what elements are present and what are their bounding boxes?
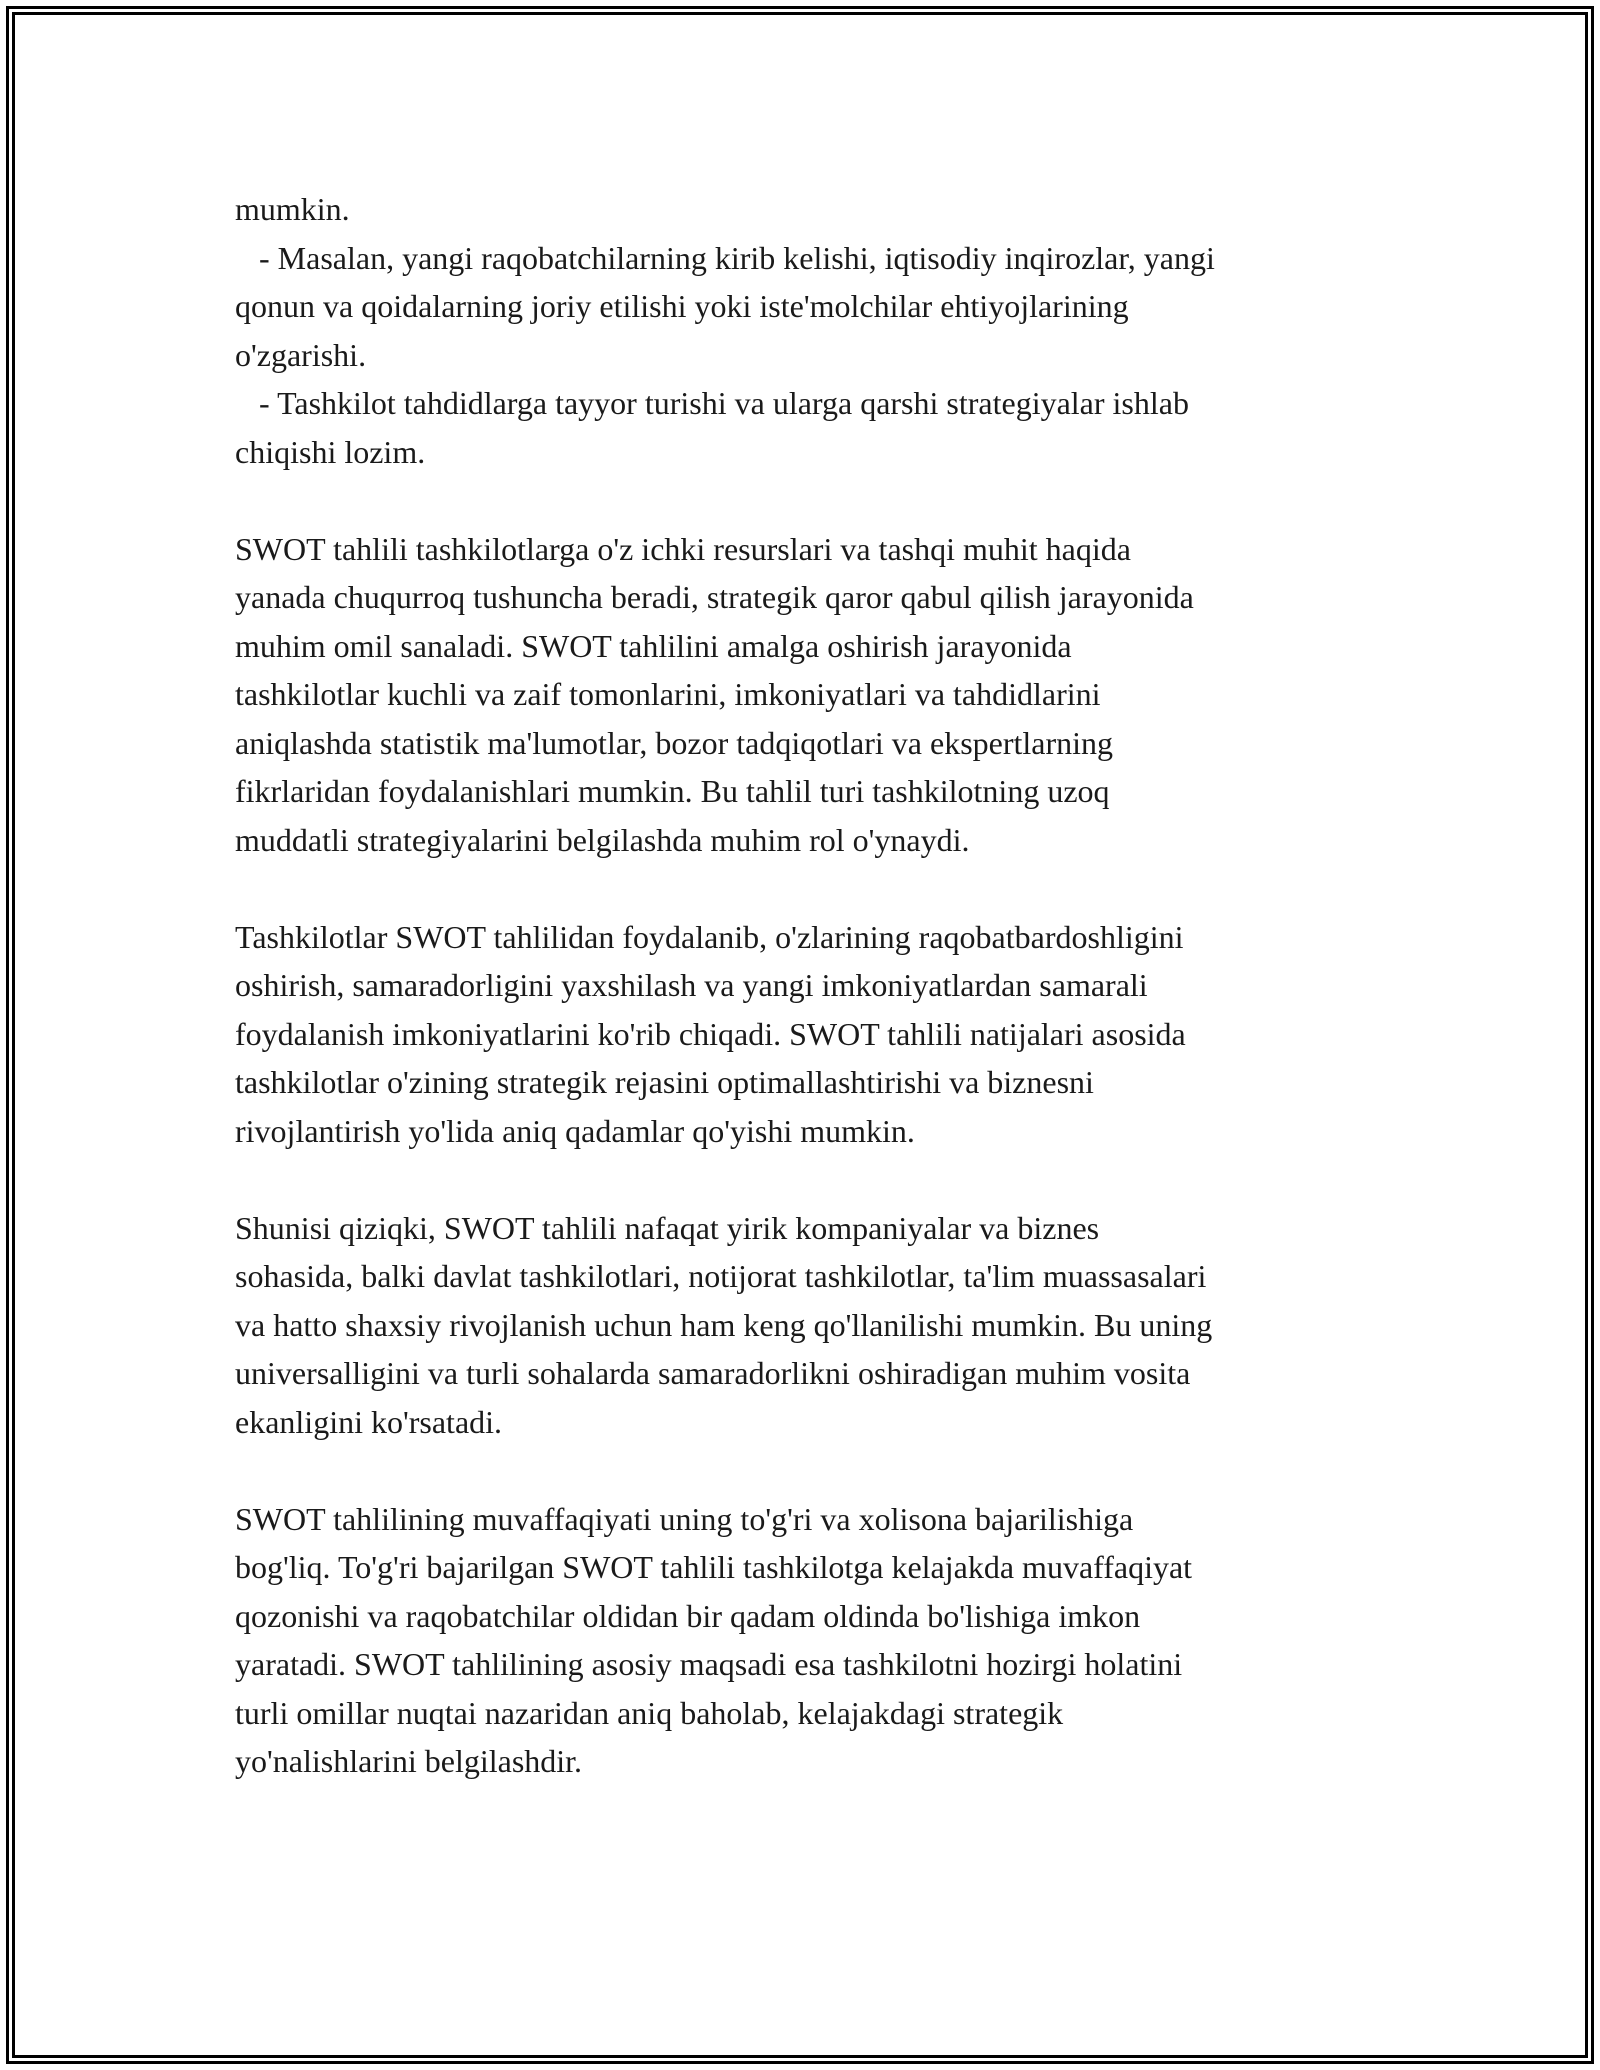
text-line: muddatli strategiyalarini belgilashda muhim rol o'ynaydi. xyxy=(235,821,970,858)
text-line: SWOT tahlilining muvaffaqiyati uning to'g'ri va xolisona bajarilishiga xyxy=(235,1500,1134,1537)
text-line: va hatto shaxsiy rivojlanish uchun ham keng qo'llanilishi mumkin. Bu uning xyxy=(235,1306,1213,1343)
text-line: turli omillar nuqtai nazaridan aniq baholab, kelajakdagi strategik xyxy=(235,1694,1064,1731)
text-line: qonun va qoidalarning joriy etilishi yoki iste'molchilar ehtiyojlarining xyxy=(235,288,1129,324)
paragraph-spacer xyxy=(235,1446,1375,1495)
text-line: rivojlantirish yo'lida aniq qadamlar qo'yishi mumkin. xyxy=(235,1112,915,1149)
text-line: universalligini va turli sohalarda samaradorlikni oshiradigan muhim vosita xyxy=(235,1355,1191,1391)
text-line: yaratadi. SWOT tahlilining asosiy maqsadi esa tashkilotni hozirgi holatini xyxy=(235,1646,1183,1682)
text-line: Tashkilotlar SWOT tahlilidan foydalanib, o'zlarining raqobatbardoshligini xyxy=(235,918,1184,955)
text-line: bog'liq. To'g'ri bajarilgan SWOT tahlili tashkilotga kelajakda muvaffaqiyat xyxy=(235,1549,1193,1585)
text-line: - Tashkilot tahdidlarga tayyor turishi va ularga qarshi strategiyalar ishlab xyxy=(235,385,1189,421)
paragraph-threats-continuation xyxy=(235,185,1375,476)
text-line: qozonishi va raqobatchilar oldidan bir qadam oldinda bo'lishiga imkon xyxy=(235,1597,1141,1634)
text-line: ekanligini ko'rsatadi. xyxy=(235,1403,503,1440)
text-line: SWOT tahlili tashkilotlarga o'z ichki resurslari va tashqi muhit haqida xyxy=(235,530,1131,567)
paragraph-swot-overview xyxy=(235,525,1375,865)
text-line: mumkin. xyxy=(235,191,350,227)
text-line: chiqishi lozim. xyxy=(235,433,426,470)
text-line: yanada chuqurroq tushuncha beradi, strategik qaror qabul qilish jarayonida xyxy=(235,579,1194,615)
paragraph-spacer xyxy=(235,476,1375,525)
paragraph-spacer xyxy=(235,864,1375,913)
text-line: muhim omil sanaladi. SWOT tahlilini amalga oshirish jarayonida xyxy=(235,627,1072,664)
text-line: tashkilotlar o'zining strategik rejasini optimallashtirishi va biznesni xyxy=(235,1064,1094,1100)
text-line: sohasida, balki davlat tashkilotlari, notijorat tashkilotlar, ta'lim muassasalari xyxy=(235,1258,1207,1294)
text-line: o'zgarishi. xyxy=(235,336,367,373)
text-line: Shunisi qiziqki, SWOT tahlili nafaqat yirik kompaniyalar va biznes xyxy=(235,1209,1100,1246)
text-line: yo'nalishlarini belgilashdir. xyxy=(235,1743,583,1779)
text-line: tashkilotlar kuchli va zaif tomonlarini, imkoniyatlari va tahdidlarini xyxy=(235,676,1101,712)
paragraph-swot-success xyxy=(235,1495,1375,1786)
text-line: foydalanish imkoniyatlarini ko'rib chiqadi. SWOT tahlili natijalari asosida xyxy=(235,1015,1186,1052)
text-line: oshirish, samaradorligini yaxshilash va yangi imkoniyatlardan samarali xyxy=(235,967,1148,1003)
paragraph-swot-benefits xyxy=(235,913,1375,1156)
paragraph-swot-universality xyxy=(235,1204,1375,1447)
text-line: aniqlashda statistik ma'lumotlar, bozor tadqiqotlari va ekspertlarning xyxy=(235,724,1114,761)
paragraph-spacer xyxy=(235,1155,1375,1204)
text-line: fikrlaridan foydalanishlari mumkin. Bu tahlil turi tashkilotning uzoq xyxy=(235,773,1110,809)
text-line: - Masalan, yangi raqobatchilarning kirib kelishi, iqtisodiy inqirozlar, yangi xyxy=(235,239,1215,276)
document-body xyxy=(235,185,1375,1786)
